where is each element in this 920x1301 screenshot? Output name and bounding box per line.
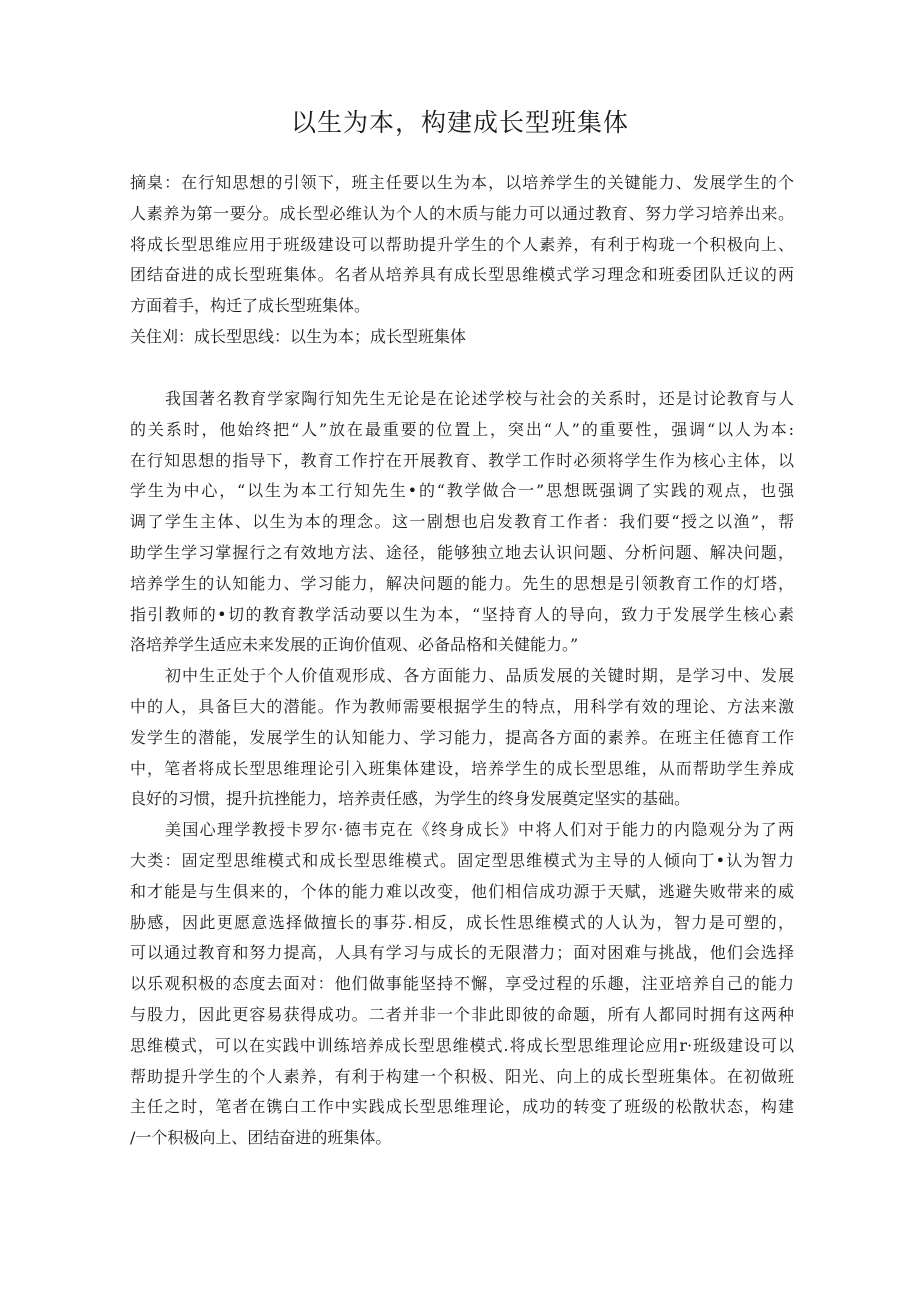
main-body <box>130 384 794 1154</box>
paragraph <box>130 815 794 1154</box>
abstract-line: 方面着手，构迁了成长型班集体。 <box>130 296 371 316</box>
paragraph-line: 良好的习惯，提升抗挫能力，培养责任感，为学生的终身发展奠定坚实的基础。 <box>130 789 691 809</box>
keywords-line: 关住刈：成长型思线：以生为本；成长型班集体 <box>130 327 467 346</box>
paragraph-line: 帮助提升学生的个人素养，有利于构建一个积极、阳光、向上的成长型班集体。在初做班 <box>130 1066 794 1086</box>
paragraph-line: 思维模式，可以在实践中训练培养成长型思维模式.将成长型思维理论应用r·班级建设可以 <box>130 1035 794 1055</box>
abstract <box>130 168 794 322</box>
paragraph-line: 洛培养学生适应未来发展的正询价值观、必备品格和关健能力。” <box>130 635 579 655</box>
paragraph-line: 培养学生的认知能力、学习能力，解决问题的能力。先生的思想是引领教育工作的灯塔， <box>130 573 794 593</box>
paragraph-line: 大类：固定型思维模式和成长型思维模式。固定型思维模式为主导的人倾向丁•认为智力 <box>130 850 794 870</box>
paragraph-line: 以乐观积极的态度去面对：他们做事能坚持不懈，享受过程的乐趣，注亚培养自己的能力 <box>130 974 794 994</box>
paragraph-line: 初中生正处于个人价值观形成、各方面能力、品质发展的关键时期，是学习中、发展 <box>165 666 794 686</box>
paragraph-line: 主任之时，笔者在镌白工作中实践成长型思维理论，成功的转变了班级的松散状态，构建 <box>130 1097 794 1117</box>
paragraph-line: 中，笔者将成长型思维理论引入班集体建设，培养学生的成长型思维，从而帮助学生养成 <box>130 758 794 778</box>
paragraph-line: 在行知思想的指导下，教育工作拧在开展教育、教学工作时必须将学生作为核心主体，以 <box>130 450 794 470</box>
paragraph-line: 和才能是与生俱来的，个体的能力难以改变，他们相信成功源于天赋，逃避失败带来的威 <box>130 881 794 901</box>
keywords <box>130 322 794 353</box>
paragraph-line: 调了学生主体、以生为本的理念。这一剧想也启发教育工作者：我们要“授之以渔”，帮 <box>130 512 794 532</box>
paragraph-line: 学生为中心，“以生为本工行知先生•的“教学做合一”思想既强调了实践的观点，也强 <box>130 481 794 501</box>
paragraph-line: 中的人，具备巨大的潜能。作为教师需要根据学生的特点，用科学有效的理论、方法来激 <box>130 696 794 716</box>
paragraph-line: 助学生学习掌握行之有效地方法、途径，能够独立地去认识问题、分析问题、解决问题， <box>130 542 794 562</box>
paragraph-line: /一个积极向上、团结奋进的班集体。 <box>130 1128 392 1148</box>
paragraph <box>130 384 794 661</box>
paragraph-line: 我国著名教育学家陶行知先生无论是在论述学校与社会的关系时，还是讨论教育与人 <box>165 389 794 408</box>
paragraph-line: 指引教师的•切的教育教学活动要以生为本，“坚持育人的导向，致力于发展学生核心素 <box>130 604 794 624</box>
paragraph-line: 胁感，因此更愿意选择做擅长的事芬.相反，成长性思维模式的人认为，智力是可塑的， <box>130 912 794 932</box>
abstract-line: 人素养为第一要分。成长型必维认为个人的木质与能力可以通过教育、努力学习培养出来。 <box>130 203 794 223</box>
paragraph-line: 的关系时，他始终把“人”放在最重要的位置上，突出“人”的重要性，强调“以人为本: <box>130 419 794 439</box>
abstract-line: 团结奋进的成长型班集体。名者从培养具有成长型思维模式学习理念和班委团队迁议的两 <box>130 265 794 285</box>
page-title: 以生为本，构建成长型班集体 <box>290 108 629 137</box>
abstract-line: 摘臬：在行知思想的引领下，班主任要以生为本，以培养学生的关键能力、发展学生的个 <box>130 173 794 192</box>
paragraph-line: 可以通过教育和努力提高，人具有学习与成长的无限潜力；面对困难与挑战，他们会选择 <box>130 943 794 963</box>
paragraph-line: 美国心理学教授卡罗尔·德韦克在《终身成长》中将人们对于能力的内隐观分为了两 <box>165 820 794 840</box>
paragraph-line: 发学生的潜能，发展学生的认知能力、学习能力，提高各方面的素养。在班主任德育工作 <box>130 727 794 747</box>
paragraph-line: 与股力，因此更容易获得成功。二者并非一个非此即彼的命题，所有人都同时拥有这两种 <box>130 1004 794 1024</box>
abstract-line: 将成长型思维应用于班级建设可以帮助提升学生的个人素养，有利于构珑一个积极向上、 <box>130 234 794 254</box>
paragraph <box>130 661 794 815</box>
